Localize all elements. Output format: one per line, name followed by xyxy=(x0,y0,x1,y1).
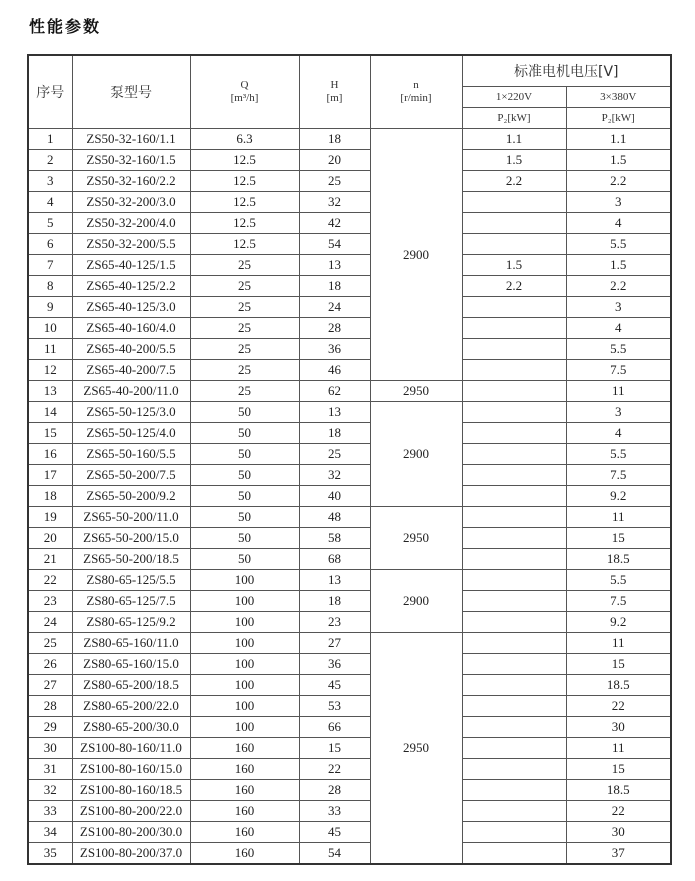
cell-power-single-phase xyxy=(462,738,566,759)
cell-model: ZS65-40-125/1.5 xyxy=(72,255,190,276)
cell-power-single-phase xyxy=(462,759,566,780)
table-row xyxy=(28,402,671,423)
cell-head: 66 xyxy=(299,717,370,738)
cell-head: 32 xyxy=(299,465,370,486)
cell-model: ZS80-65-125/5.5 xyxy=(72,570,190,591)
page-title: 性能参数 xyxy=(29,17,102,36)
cell-power-three-phase: 37 xyxy=(566,843,671,865)
cell-model: ZS100-80-200/22.0 xyxy=(72,801,190,822)
cell-index: 9 xyxy=(28,297,72,318)
cell-power-single-phase xyxy=(462,192,566,213)
cell-model: ZS65-50-160/5.5 xyxy=(72,444,190,465)
cell-index: 12 xyxy=(28,360,72,381)
cell-power-single-phase xyxy=(462,696,566,717)
cell-speed: 2950 xyxy=(370,507,462,570)
cell-head: 53 xyxy=(299,696,370,717)
cell-power-single-phase xyxy=(462,801,566,822)
table-row xyxy=(28,465,671,486)
cell-power-three-phase: 2.2 xyxy=(566,276,671,297)
cell-power-single-phase: 2.2 xyxy=(462,276,566,297)
cell-flow: 50 xyxy=(190,528,299,549)
cell-model: ZS80-65-200/30.0 xyxy=(72,717,190,738)
cell-model: ZS65-40-200/5.5 xyxy=(72,339,190,360)
cell-head: 36 xyxy=(299,654,370,675)
cell-index: 18 xyxy=(28,486,72,507)
cell-index: 30 xyxy=(28,738,72,759)
cell-power-three-phase: 1.1 xyxy=(566,129,671,150)
cell-power-single-phase xyxy=(462,633,566,654)
cell-head: 42 xyxy=(299,213,370,234)
cell-power-single-phase xyxy=(462,297,566,318)
cell-power-three-phase: 4 xyxy=(566,318,671,339)
cell-model: ZS100-80-200/37.0 xyxy=(72,843,190,865)
table-row xyxy=(28,780,671,801)
cell-model: ZS65-50-200/7.5 xyxy=(72,465,190,486)
cell-index: 23 xyxy=(28,591,72,612)
cell-index: 10 xyxy=(28,318,72,339)
cell-head: 68 xyxy=(299,549,370,570)
cell-flow: 100 xyxy=(190,654,299,675)
cell-flow: 100 xyxy=(190,612,299,633)
cell-power-single-phase xyxy=(462,528,566,549)
cell-power-three-phase: 22 xyxy=(566,696,671,717)
table-row xyxy=(28,486,671,507)
cell-model: ZS50-32-160/1.1 xyxy=(72,129,190,150)
cell-head: 32 xyxy=(299,192,370,213)
cell-model: ZS65-40-160/4.0 xyxy=(72,318,190,339)
cell-power-single-phase xyxy=(462,213,566,234)
cell-speed: 2950 xyxy=(370,633,462,865)
cell-power-single-phase xyxy=(462,465,566,486)
cell-power-single-phase xyxy=(462,339,566,360)
cell-head: 18 xyxy=(299,423,370,444)
cell-head: 18 xyxy=(299,591,370,612)
cell-flow: 100 xyxy=(190,717,299,738)
cell-power-single-phase xyxy=(462,612,566,633)
cell-model: ZS100-80-160/15.0 xyxy=(72,759,190,780)
header-index: 序号 xyxy=(28,55,72,129)
cell-head: 40 xyxy=(299,486,370,507)
cell-power-single-phase xyxy=(462,717,566,738)
cell-flow: 12.5 xyxy=(190,171,299,192)
cell-head: 45 xyxy=(299,822,370,843)
table-row xyxy=(28,759,671,780)
header-head xyxy=(299,55,370,129)
cell-power-three-phase: 7.5 xyxy=(566,591,671,612)
cell-head: 20 xyxy=(299,150,370,171)
cell-index: 8 xyxy=(28,276,72,297)
cell-head: 25 xyxy=(299,444,370,465)
cell-power-single-phase xyxy=(462,486,566,507)
cell-index: 20 xyxy=(28,528,72,549)
cell-speed: 2900 xyxy=(370,402,462,507)
cell-power-single-phase xyxy=(462,591,566,612)
cell-model: ZS80-65-125/9.2 xyxy=(72,612,190,633)
cell-flow: 25 xyxy=(190,360,299,381)
table-row xyxy=(28,360,671,381)
cell-power-single-phase xyxy=(462,318,566,339)
cell-flow: 50 xyxy=(190,423,299,444)
cell-model: ZS50-32-200/5.5 xyxy=(72,234,190,255)
cell-index: 31 xyxy=(28,759,72,780)
cell-power-three-phase: 3 xyxy=(566,297,671,318)
cell-model: ZS65-50-200/11.0 xyxy=(72,507,190,528)
cell-power-three-phase: 7.5 xyxy=(566,360,671,381)
table-row xyxy=(28,717,671,738)
cell-flow: 100 xyxy=(190,696,299,717)
cell-index: 15 xyxy=(28,423,72,444)
table-row xyxy=(28,171,671,192)
cell-index: 27 xyxy=(28,675,72,696)
cell-head: 46 xyxy=(299,360,370,381)
table-row xyxy=(28,150,671,171)
table-row xyxy=(28,612,671,633)
cell-index: 24 xyxy=(28,612,72,633)
cell-index: 16 xyxy=(28,444,72,465)
table-row xyxy=(28,738,671,759)
cell-index: 29 xyxy=(28,717,72,738)
cell-power-single-phase: 1.5 xyxy=(462,255,566,276)
table-row xyxy=(28,381,671,402)
table-row xyxy=(28,696,671,717)
cell-model: ZS80-65-160/11.0 xyxy=(72,633,190,654)
cell-model: ZS65-50-200/15.0 xyxy=(72,528,190,549)
cell-index: 32 xyxy=(28,780,72,801)
table-row xyxy=(28,633,671,654)
cell-flow: 50 xyxy=(190,549,299,570)
cell-power-three-phase: 30 xyxy=(566,822,671,843)
table-row xyxy=(28,234,671,255)
cell-power-three-phase: 4 xyxy=(566,423,671,444)
cell-power-three-phase: 2.2 xyxy=(566,171,671,192)
cell-power-three-phase: 11 xyxy=(566,507,671,528)
cell-index: 17 xyxy=(28,465,72,486)
cell-power-single-phase: 1.5 xyxy=(462,150,566,171)
cell-index: 22 xyxy=(28,570,72,591)
header-head-unit: [m] xyxy=(326,92,343,104)
cell-model: ZS65-50-200/9.2 xyxy=(72,486,190,507)
cell-index: 34 xyxy=(28,822,72,843)
cell-index: 19 xyxy=(28,507,72,528)
table-row xyxy=(28,675,671,696)
table-row xyxy=(28,339,671,360)
header-speed xyxy=(370,55,462,129)
cell-head: 24 xyxy=(299,297,370,318)
cell-head: 13 xyxy=(299,402,370,423)
cell-index: 25 xyxy=(28,633,72,654)
cell-power-three-phase: 18.5 xyxy=(566,675,671,696)
cell-index: 21 xyxy=(28,549,72,570)
cell-power-single-phase xyxy=(462,234,566,255)
cell-flow: 100 xyxy=(190,675,299,696)
cell-index: 3 xyxy=(28,171,72,192)
cell-power-single-phase: 2.2 xyxy=(462,171,566,192)
cell-power-three-phase: 11 xyxy=(566,633,671,654)
cell-flow: 25 xyxy=(190,255,299,276)
cell-power-three-phase: 11 xyxy=(566,381,671,402)
cell-power-single-phase xyxy=(462,654,566,675)
table-row xyxy=(28,129,671,150)
table-body xyxy=(28,129,671,865)
cell-model: ZS100-80-160/18.5 xyxy=(72,780,190,801)
cell-model: ZS100-80-160/11.0 xyxy=(72,738,190,759)
cell-head: 18 xyxy=(299,129,370,150)
cell-index: 5 xyxy=(28,213,72,234)
cell-index: 14 xyxy=(28,402,72,423)
cell-flow: 100 xyxy=(190,570,299,591)
cell-power-single-phase xyxy=(462,822,566,843)
header-model: 泵型号 xyxy=(72,55,190,129)
cell-flow: 160 xyxy=(190,843,299,865)
cell-model: ZS65-50-125/3.0 xyxy=(72,402,190,423)
cell-flow: 12.5 xyxy=(190,192,299,213)
cell-power-three-phase: 5.5 xyxy=(566,570,671,591)
cell-flow: 50 xyxy=(190,507,299,528)
cell-head: 62 xyxy=(299,381,370,402)
cell-power-three-phase: 11 xyxy=(566,738,671,759)
header-three-phase: 3×380V xyxy=(566,87,671,108)
cell-power-three-phase: 5.5 xyxy=(566,234,671,255)
cell-model: ZS50-32-160/1.5 xyxy=(72,150,190,171)
cell-head: 22 xyxy=(299,759,370,780)
cell-flow: 160 xyxy=(190,780,299,801)
cell-model: ZS65-40-200/7.5 xyxy=(72,360,190,381)
header-power-three-phase: P₂[kW] xyxy=(566,108,671,129)
cell-model: ZS65-40-125/2.2 xyxy=(72,276,190,297)
cell-power-three-phase: 15 xyxy=(566,528,671,549)
header-head-label: H xyxy=(330,79,339,91)
header-speed-unit: [r/min] xyxy=(400,92,432,104)
cell-power-three-phase: 9.2 xyxy=(566,486,671,507)
cell-power-single-phase xyxy=(462,360,566,381)
header-flow-label: Q xyxy=(240,79,249,91)
cell-flow: 12.5 xyxy=(190,234,299,255)
cell-head: 54 xyxy=(299,843,370,865)
cell-model: ZS100-80-200/30.0 xyxy=(72,822,190,843)
cell-head: 33 xyxy=(299,801,370,822)
cell-head: 36 xyxy=(299,339,370,360)
cell-head: 25 xyxy=(299,171,370,192)
cell-flow: 25 xyxy=(190,339,299,360)
table-row xyxy=(28,318,671,339)
cell-power-three-phase: 9.2 xyxy=(566,612,671,633)
cell-index: 1 xyxy=(28,129,72,150)
cell-power-three-phase: 30 xyxy=(566,717,671,738)
cell-head: 23 xyxy=(299,612,370,633)
cell-power-single-phase xyxy=(462,402,566,423)
cell-power-single-phase: 1.1 xyxy=(462,129,566,150)
header-power-single-phase: P₂[kW] xyxy=(462,108,566,129)
table-row xyxy=(28,843,671,865)
cell-power-three-phase: 3 xyxy=(566,402,671,423)
cell-model: ZS50-32-200/4.0 xyxy=(72,213,190,234)
cell-head: 28 xyxy=(299,318,370,339)
table-row xyxy=(28,192,671,213)
cell-head: 13 xyxy=(299,570,370,591)
cell-power-single-phase xyxy=(462,444,566,465)
cell-power-single-phase xyxy=(462,675,566,696)
cell-index: 28 xyxy=(28,696,72,717)
table-row xyxy=(28,528,671,549)
cell-speed: 2950 xyxy=(370,381,462,402)
cell-power-three-phase: 1.5 xyxy=(566,255,671,276)
cell-model: ZS80-65-125/7.5 xyxy=(72,591,190,612)
cell-flow: 160 xyxy=(190,822,299,843)
cell-index: 6 xyxy=(28,234,72,255)
cell-head: 27 xyxy=(299,633,370,654)
cell-index: 7 xyxy=(28,255,72,276)
cell-model: ZS65-50-125/4.0 xyxy=(72,423,190,444)
cell-power-three-phase: 22 xyxy=(566,801,671,822)
cell-speed: 2900 xyxy=(370,129,462,381)
cell-power-three-phase: 15 xyxy=(566,654,671,675)
cell-head: 48 xyxy=(299,507,370,528)
cell-power-three-phase: 5.5 xyxy=(566,444,671,465)
cell-model: ZS50-32-160/2.2 xyxy=(72,171,190,192)
cell-power-single-phase xyxy=(462,381,566,402)
cell-flow: 6.3 xyxy=(190,129,299,150)
header-voltage-group: 标准电机电压[V] xyxy=(462,55,671,87)
table-row xyxy=(28,444,671,465)
cell-flow: 100 xyxy=(190,633,299,654)
table-row xyxy=(28,276,671,297)
table-row xyxy=(28,213,671,234)
cell-head: 45 xyxy=(299,675,370,696)
cell-flow: 12.5 xyxy=(190,150,299,171)
table-row xyxy=(28,297,671,318)
table-row xyxy=(28,654,671,675)
cell-power-three-phase: 15 xyxy=(566,759,671,780)
cell-power-three-phase: 1.5 xyxy=(566,150,671,171)
cell-flow: 50 xyxy=(190,444,299,465)
cell-head: 58 xyxy=(299,528,370,549)
cell-power-three-phase: 7.5 xyxy=(566,465,671,486)
cell-flow: 25 xyxy=(190,381,299,402)
table-row xyxy=(28,822,671,843)
table-row xyxy=(28,591,671,612)
cell-index: 26 xyxy=(28,654,72,675)
cell-power-single-phase xyxy=(462,570,566,591)
cell-head: 28 xyxy=(299,780,370,801)
cell-power-single-phase xyxy=(462,507,566,528)
cell-power-three-phase: 4 xyxy=(566,213,671,234)
cell-head: 54 xyxy=(299,234,370,255)
table-row xyxy=(28,570,671,591)
table-row xyxy=(28,801,671,822)
cell-power-single-phase xyxy=(462,780,566,801)
cell-power-three-phase: 18.5 xyxy=(566,780,671,801)
cell-flow: 25 xyxy=(190,297,299,318)
cell-head: 18 xyxy=(299,276,370,297)
header-single-phase: 1×220V xyxy=(462,87,566,108)
cell-model: ZS80-65-160/15.0 xyxy=(72,654,190,675)
header-flow-unit: [m³/h] xyxy=(230,92,259,104)
cell-flow: 25 xyxy=(190,318,299,339)
cell-speed: 2900 xyxy=(370,570,462,633)
cell-power-single-phase xyxy=(462,423,566,444)
cell-index: 4 xyxy=(28,192,72,213)
cell-index: 11 xyxy=(28,339,72,360)
cell-power-three-phase: 5.5 xyxy=(566,339,671,360)
cell-power-three-phase: 18.5 xyxy=(566,549,671,570)
cell-index: 2 xyxy=(28,150,72,171)
cell-flow: 50 xyxy=(190,465,299,486)
table-row xyxy=(28,423,671,444)
cell-head: 15 xyxy=(299,738,370,759)
cell-power-single-phase xyxy=(462,843,566,865)
cell-head: 13 xyxy=(299,255,370,276)
cell-flow: 12.5 xyxy=(190,213,299,234)
cell-model: ZS50-32-200/3.0 xyxy=(72,192,190,213)
cell-model: ZS80-65-200/18.5 xyxy=(72,675,190,696)
cell-flow: 50 xyxy=(190,486,299,507)
header-speed-label: n xyxy=(413,79,419,91)
cell-power-single-phase xyxy=(462,549,566,570)
cell-flow: 160 xyxy=(190,801,299,822)
performance-table xyxy=(27,54,672,865)
cell-model: ZS65-50-200/18.5 xyxy=(72,549,190,570)
cell-index: 33 xyxy=(28,801,72,822)
cell-flow: 160 xyxy=(190,738,299,759)
cell-index: 35 xyxy=(28,843,72,865)
cell-model: ZS80-65-200/22.0 xyxy=(72,696,190,717)
cell-flow: 50 xyxy=(190,402,299,423)
table-row xyxy=(28,549,671,570)
table-row xyxy=(28,255,671,276)
cell-power-three-phase: 3 xyxy=(566,192,671,213)
cell-flow: 160 xyxy=(190,759,299,780)
table-row xyxy=(28,507,671,528)
header-flow xyxy=(190,55,299,129)
cell-model: ZS65-40-125/3.0 xyxy=(72,297,190,318)
cell-flow: 25 xyxy=(190,276,299,297)
cell-model: ZS65-40-200/11.0 xyxy=(72,381,190,402)
cell-flow: 100 xyxy=(190,591,299,612)
cell-index: 13 xyxy=(28,381,72,402)
